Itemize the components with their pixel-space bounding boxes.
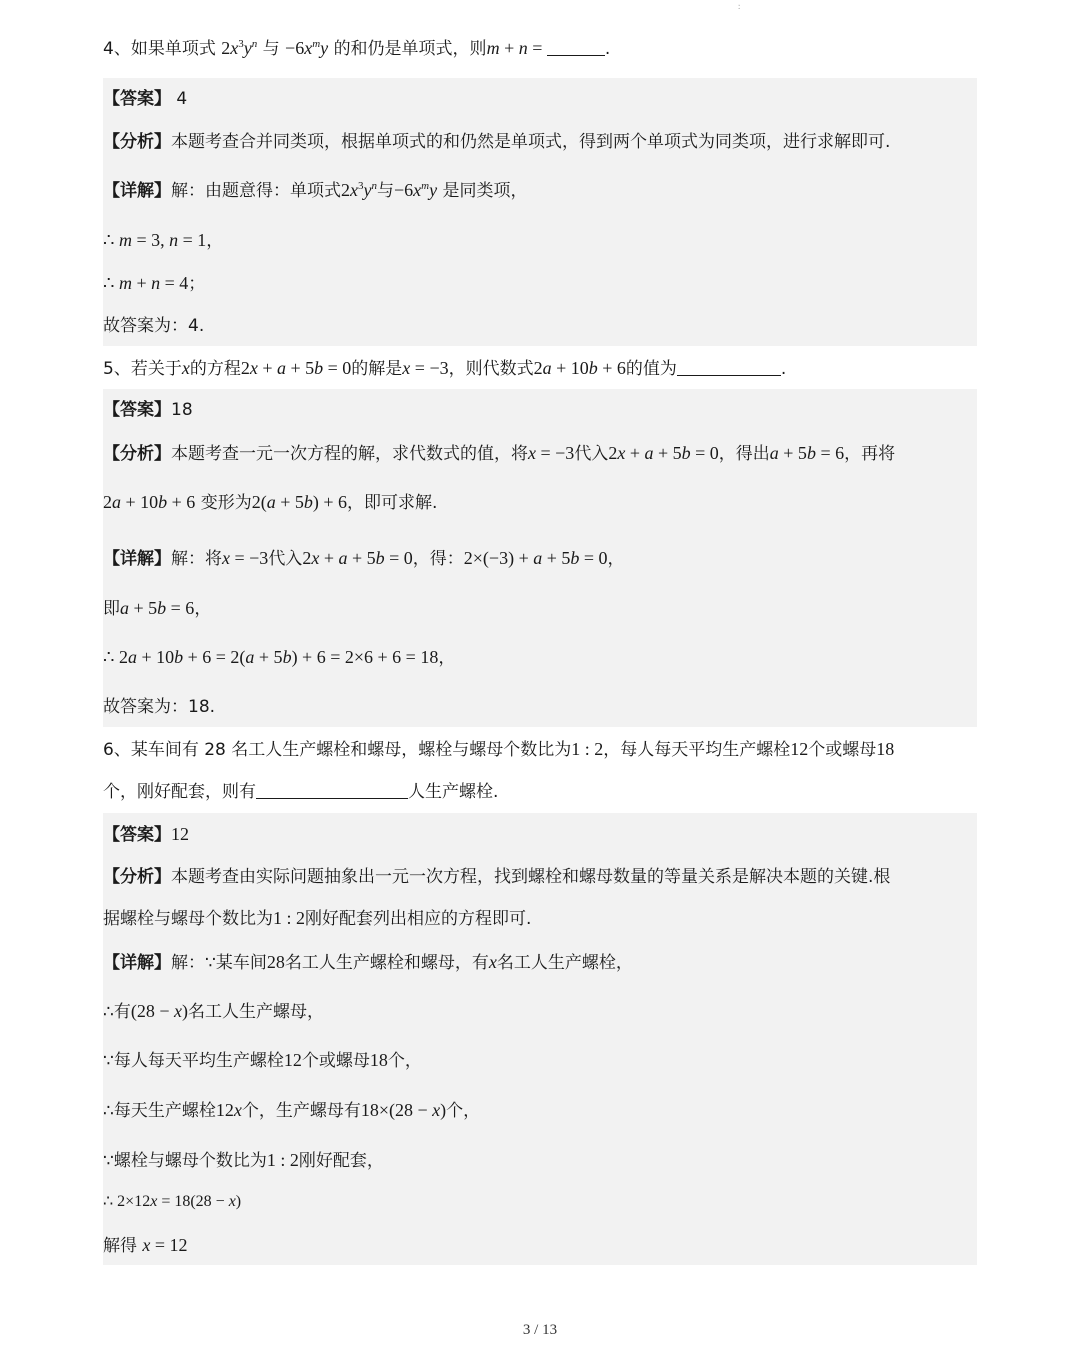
solution-box-4: [103, 78, 977, 346]
final-answer-line: 故答案为：4.: [103, 316, 205, 336]
question-6-line-2: 个，刚好配套，则有 人生产螺栓.: [103, 782, 499, 802]
analysis-line: 据螺栓与螺母个数比为1 : 2刚好配套列出相应的方程即可.: [103, 908, 532, 929]
page-number: 3 / 13: [522, 1322, 558, 1338]
analysis-line: 【分析】本题考查由实际问题抽象出一元一次方程，找到螺栓和螺母数量的等量关系是解决本题的关键.根: [103, 867, 891, 887]
math-expr: $2x^3y^n$: [221, 38, 258, 58]
question-5: 5、若关于x的方程2x + a + 5b = 0的解是x = −3，则代数式2a + 10b + 6的值为 .: [103, 358, 787, 379]
detail-line: 【详解】解：将x = −3代入2x + a + 5b = 0，得：2×(−3) + a + 5b = 0，: [103, 548, 625, 569]
step-line: ∴有(28 − x)名工人生产螺母，: [103, 1001, 324, 1022]
math-expr: $-6x^my$: [285, 38, 329, 58]
detail-line: 【详解】解：由题意得：单项式$2x^3y^n$与$-6x^my$ 是同类项，: [103, 180, 528, 201]
step-line: ∴ m + n = 4；: [103, 273, 206, 294]
answer-line: 【答案】12: [103, 824, 189, 845]
final-answer-line: 故答案为：18.: [103, 697, 216, 717]
question-6: 6、某车间有 28 名工人生产螺栓和螺母，螺栓与螺母个数比为1 : 2，每人每天平均生产螺栓12个或螺母18: [103, 739, 895, 760]
answer-blank: [547, 38, 605, 56]
analysis-line: 2a + 10b + 6 变形为2(a + 5b) + 6，即可求解.: [103, 492, 438, 513]
detail-line: 【详解】解：∵某车间28名工人生产螺栓和螺母，有x名工人生产螺栓，: [103, 952, 633, 973]
question-4: 4、如果单项式 $2x^3y^n$ 与 $-6x^my$ 的和仍是单项式，则m + n = .: [103, 38, 611, 59]
analysis-line: 【分析】本题考查合并同类项，根据单项式的和仍然是单项式，得到两个单项式为同类项，进行求解即可.: [103, 132, 891, 152]
answer-blank: [677, 358, 781, 376]
answer-blank: [256, 781, 408, 799]
answer-line: 【答案】18: [103, 400, 193, 420]
top-mark: ː: [738, 2, 741, 11]
step-line: 解得 x = 12: [103, 1235, 188, 1256]
analysis-line: 【分析】本题考查一元一次方程的解，求代数式的值，将x = −3代入2x + a + 5b = 0，得出a + 5b = 6，再将: [103, 443, 896, 464]
step-line: ∴ m = 3, n = 1，: [103, 230, 224, 251]
step-line: ∴每天生产螺栓12x个，生产螺母有18×(28 − x)个，: [103, 1100, 481, 1121]
step-line: 即a + 5b = 6，: [103, 598, 212, 619]
step-line: ∴ 2a + 10b + 6 = 2(a + 5b) + 6 = 2×6 + 6 = 18，: [103, 647, 456, 668]
answer-line: 【答案】 4: [103, 89, 188, 109]
step-line: ∴ 2×12x = 18(28 − x): [103, 1193, 242, 1210]
step-line: ∵螺栓与螺母个数比为1 : 2刚好配套，: [103, 1150, 384, 1171]
step-line: ∵每人每天平均生产螺栓12个或螺母18个，: [103, 1050, 422, 1071]
